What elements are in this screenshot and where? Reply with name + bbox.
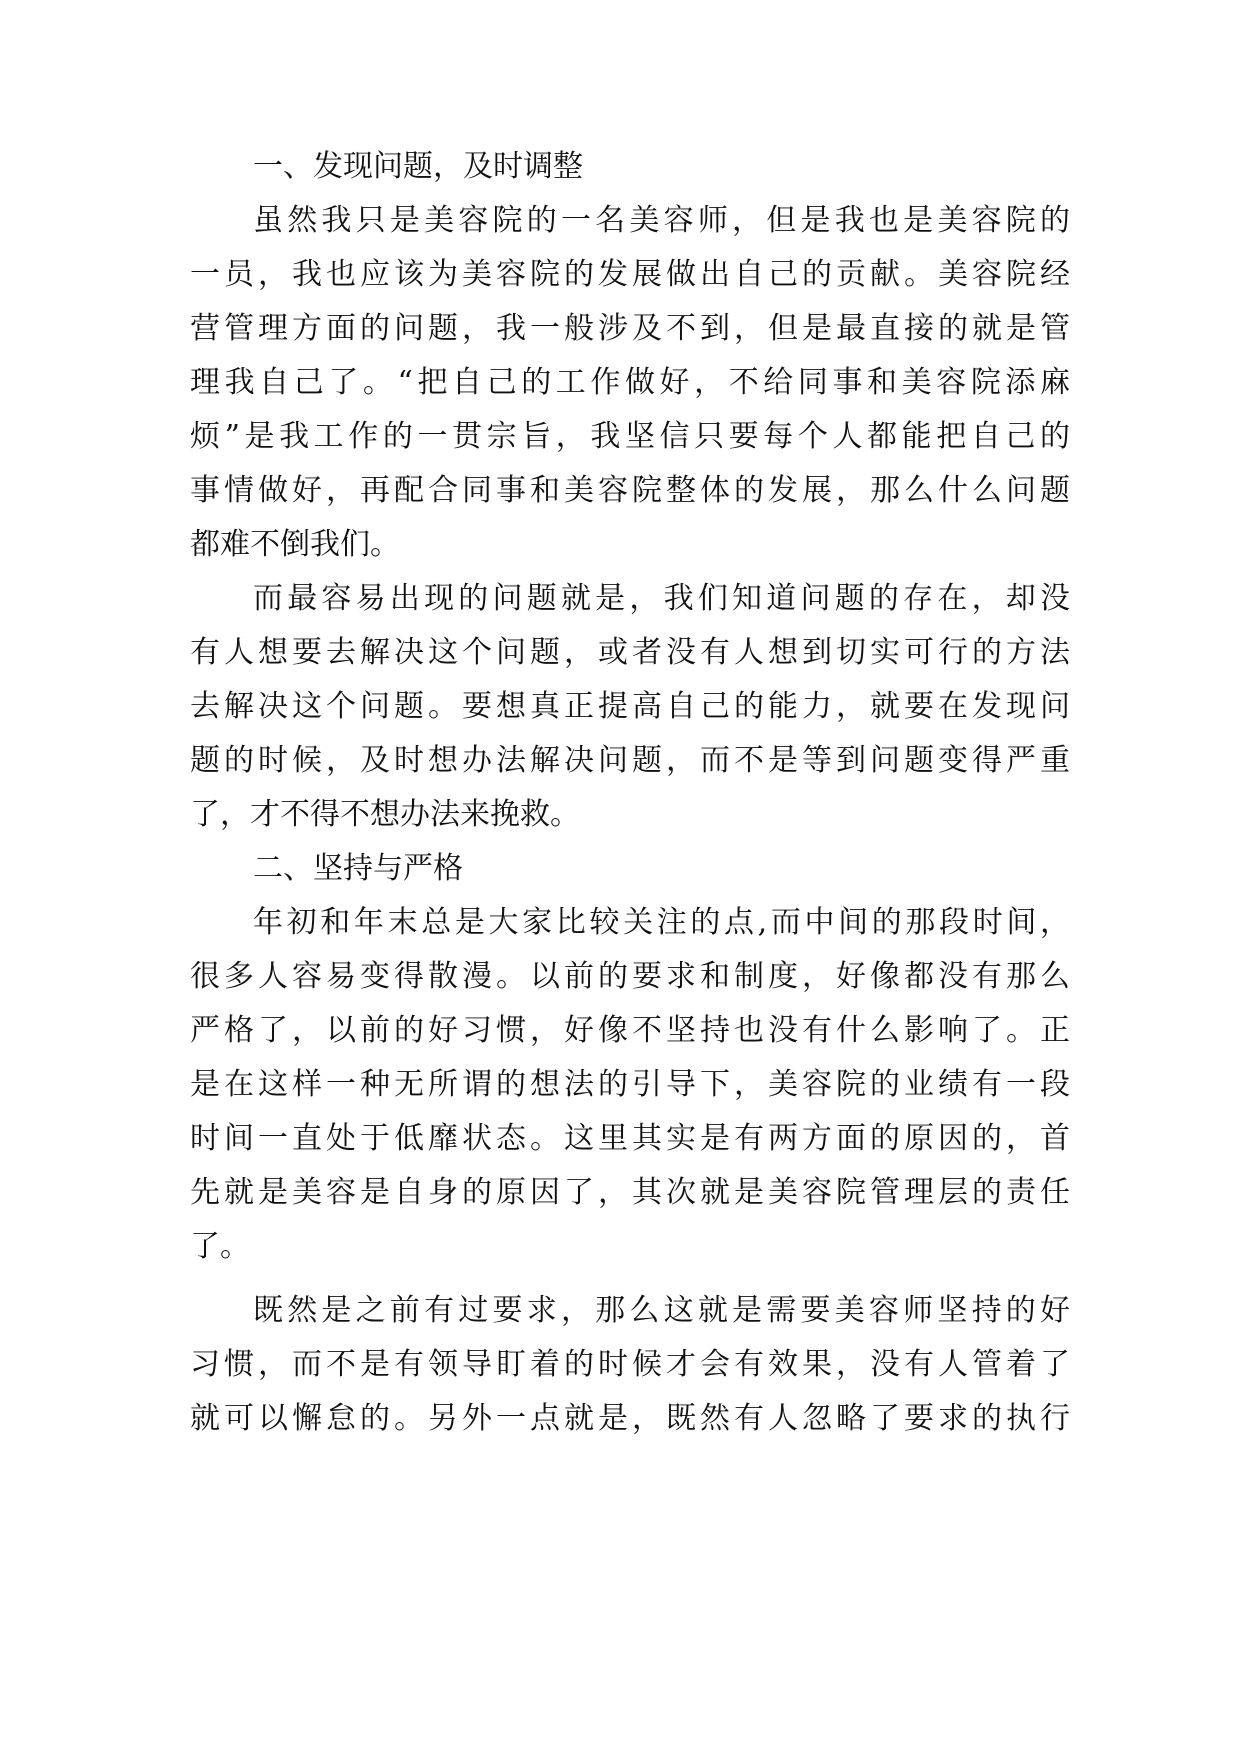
paragraph-line: 去解决这个问题。要想真正提高自己的能力，就要在发现问 <box>190 689 1070 724</box>
paragraph-line: 习惯，而不是有领导盯着的时候才会有效果，没有人管着了 <box>190 1347 1070 1382</box>
paragraph-line: 年初和年末总是大家比较关注的点,而中间的那段时间， <box>253 905 1070 940</box>
paragraph-line: 而最容易出现的问题就是，我们知道问题的存在，却没 <box>253 581 1070 616</box>
paragraph-line: 了。 <box>190 1229 250 1264</box>
paragraph-line: 是在这样一种无所谓的想法的引导下，美容院的业绩有一段 <box>190 1067 1070 1102</box>
paragraph-line: 都难不倒我们。 <box>190 527 400 562</box>
paragraph-line: 时间一直处于低靡状态。这里其实是有两方面的原因的，首 <box>190 1121 1070 1156</box>
paragraph-line: 了，才不得不想办法来挽救。 <box>190 797 580 832</box>
paragraph-line: 虽然我只是美容院的一名美容师，但是我也是美容院的 <box>253 203 1070 238</box>
paragraph-line: 题的时候，及时想办法解决问题，而不是等到问题变得严重 <box>190 743 1070 778</box>
paragraph-line: 营管理方面的问题，我一般涉及不到，但是最直接的就是管 <box>190 311 1070 346</box>
paragraph-line: 既然是之前有过要求，那么这就是需要美容师坚持的好 <box>253 1293 1070 1328</box>
paragraph-line: 有人想要去解决这个问题，或者没有人想到切实可行的方法 <box>190 635 1070 670</box>
paragraph-line: 就可以懈怠的。另外一点就是，既然有人忽略了要求的执行 <box>190 1401 1070 1436</box>
paragraph-line: 一员，我也应该为美容院的发展做出自己的贡献。美容院经 <box>190 257 1070 292</box>
paragraph-line: 很多人容易变得散漫。以前的要求和制度，好像都没有那么 <box>190 959 1070 994</box>
paragraph-line: 理我自己了。“把自己的工作做好，不给同事和美容院添麻 <box>190 365 1070 400</box>
paragraph-line: 严格了，以前的好习惯，好像不坚持也没有什么影响了。正 <box>190 1013 1070 1048</box>
section-heading-1: 一、发现问题，及时调整 <box>253 149 583 184</box>
paragraph-line: 烦”是我工作的一贯宗旨，我坚信只要每个人都能把自己的 <box>190 419 1070 454</box>
section-heading-2: 二、坚持与严格 <box>253 851 463 886</box>
paragraph-line: 事情做好，再配合同事和美容院整体的发展，那么什么问题 <box>190 473 1070 508</box>
paragraph-line: 先就是美容是自身的原因了，其次就是美容院管理层的责任 <box>190 1175 1070 1210</box>
